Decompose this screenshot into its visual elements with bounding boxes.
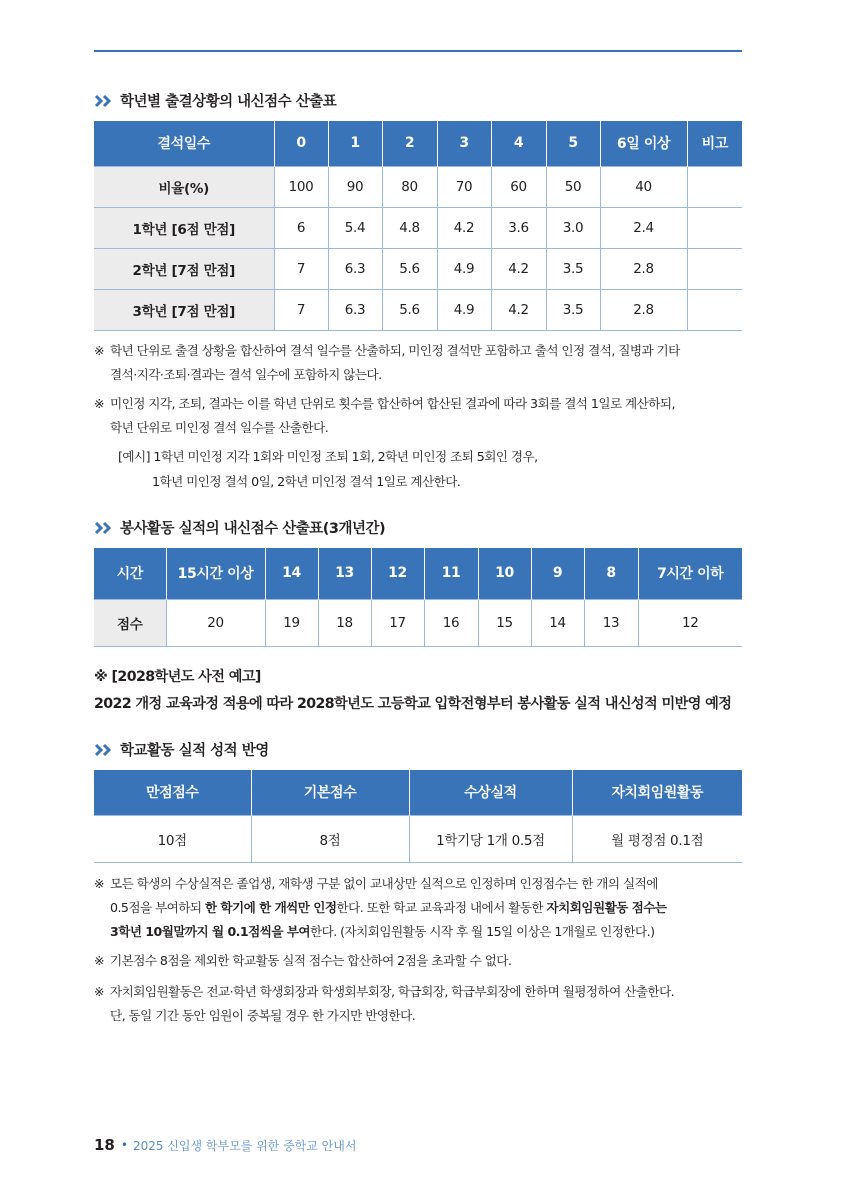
double-chevron-icon <box>94 94 116 108</box>
example-line-2: 1학년 미인정 결석 0일, 2학년 미인정 결석 1일로 계산한다. <box>152 474 461 489</box>
volunteer-table <box>94 548 742 647</box>
column-header: 2 <box>382 121 437 166</box>
table-cell: 4.2 <box>491 248 546 289</box>
table-cell: 4.8 <box>382 207 437 248</box>
notice-text: 2022 개정 교육과정 적용에 따라 2028학년도 고등학교 입학전형부터 봉사활동 실적 내신성적 미반영 예정 <box>94 696 732 712</box>
column-header: 시간 <box>94 548 166 599</box>
example-line-1: [예시] 1학년 미인정 지각 1회와 미인정 조퇴 1회, 2학년 미인정 조퇴 5회인 경우, <box>118 449 538 464</box>
column-header: 기본점수 <box>251 770 409 815</box>
table-cell: 70 <box>437 166 491 207</box>
table-cell: 80 <box>382 166 437 207</box>
table-cell: 18 <box>318 599 371 646</box>
column-header: 10 <box>478 548 531 599</box>
column-header: 13 <box>318 548 371 599</box>
row-label: 점수 <box>94 599 166 646</box>
table-cell: 20 <box>166 599 265 646</box>
table-cell: 4.2 <box>491 289 546 330</box>
table-cell: 5.4 <box>328 207 382 248</box>
volunteer-section-title: 봉사활동 실적의 내신점수 산출표(3개년간) <box>94 517 385 538</box>
table-cell: 2.4 <box>600 207 687 248</box>
table-cell: 100 <box>274 166 328 207</box>
table-header-row <box>94 548 742 599</box>
table-cell: 4.9 <box>437 248 491 289</box>
table-cell: 8점 <box>251 815 409 862</box>
table-cell: 7 <box>274 248 328 289</box>
table-cell: 19 <box>265 599 318 646</box>
remark-cell <box>687 166 742 207</box>
table-cell: 월 평정점 0.1점 <box>572 815 742 862</box>
column-header: 6일 이상 <box>600 121 687 166</box>
remark-cell <box>687 248 742 289</box>
double-chevron-icon <box>94 521 116 535</box>
school-note-1: ※ 모든 학생의 수상실적은 졸업생, 재학생 구분 없이 교내상만 실적으로 인정하며 인정점수는 한 개의 실적에 0.5점을 부여하되 한 학기에 한 개씩만 인정한다. 또한 학교 교육과정 내에서 활동한 자치회임원활동 점수는 3학년 10월말까지 월 0.1점씩을 부여한다. (자치회임원활동 시작 후 월 15일 이상은 1개월로 인정한다.) <box>94 876 667 939</box>
column-header: 수상실적 <box>409 770 572 815</box>
notice-heading: ※ [2028학년도 사전 예고] <box>94 669 261 685</box>
table-row <box>94 599 742 646</box>
table-cell: 3.6 <box>491 207 546 248</box>
row-label: 2학년 [7점 만점] <box>94 248 274 289</box>
column-header: 12 <box>371 548 424 599</box>
table-cell: 13 <box>584 599 638 646</box>
table-cell: 4.2 <box>437 207 491 248</box>
table-cell: 90 <box>328 166 382 207</box>
footer-bullet: • <box>120 1138 128 1152</box>
column-header: 만점점수 <box>94 770 251 815</box>
column-header: 자치회임원활동 <box>572 770 742 815</box>
double-chevron-icon <box>94 743 116 757</box>
table-cell: 40 <box>600 166 687 207</box>
table-cell: 4.9 <box>437 289 491 330</box>
attendance-section-title: 학년별 출결상황의 내신점수 산출표 <box>94 90 336 111</box>
table-cell: 3.5 <box>546 248 600 289</box>
school-activity-table <box>94 770 742 863</box>
table-row <box>94 289 742 330</box>
table-cell: 15 <box>478 599 531 646</box>
table-cell: 12 <box>638 599 742 646</box>
attendance-table <box>94 121 742 331</box>
table-cell: 6.3 <box>328 289 382 330</box>
remark-cell <box>687 207 742 248</box>
column-header: 결석일수 <box>94 121 274 166</box>
table-header-row <box>94 770 742 815</box>
column-header: 5 <box>546 121 600 166</box>
table-row <box>94 815 742 862</box>
table-cell: 7 <box>274 289 328 330</box>
table-cell: 1학기당 1개 0.5점 <box>409 815 572 862</box>
column-header: 비고 <box>687 121 742 166</box>
school-activity-section-title: 학교활동 실적 성적 반영 <box>94 739 269 760</box>
attendance-note-2: ※ 미인정 지각, 조퇴, 결과는 이를 학년 단위로 횟수를 합산하여 합산된 결과에 따라 3회를 결석 1일로 계산하되, 학년 단위로 미인정 결석 일수를 산출한다. <box>94 396 675 435</box>
column-header: 0 <box>274 121 328 166</box>
column-header: 1 <box>328 121 382 166</box>
row-label: 1학년 [6점 만점] <box>94 207 274 248</box>
row-label: 비율(%) <box>94 166 274 207</box>
column-header: 14 <box>265 548 318 599</box>
column-header: 4 <box>491 121 546 166</box>
top-rule <box>94 50 742 52</box>
table-cell: 2.8 <box>600 289 687 330</box>
page-footer <box>94 1136 356 1154</box>
table-cell: 50 <box>546 166 600 207</box>
table-cell: 14 <box>531 599 584 646</box>
table-row <box>94 248 742 289</box>
table-cell: 5.6 <box>382 289 437 330</box>
column-header: 3 <box>437 121 491 166</box>
table-cell: 10점 <box>94 815 251 862</box>
table-row <box>94 207 742 248</box>
page-number: 18 <box>94 1136 115 1154</box>
attendance-note-1: ※ 학년 단위로 출결 상황을 합산하여 결석 일수를 산출하되, 미인정 결석만 포함하고 출석 인정 결석, 질병과 기타 결석·지각·조퇴·결과는 결석 일수에 포함하지 않는다. <box>94 343 680 382</box>
school-note-2: ※ 기본점수 8점을 제외한 학교활동 실적 점수는 합산하여 2점을 초과할 수 없다. <box>94 953 512 968</box>
table-cell: 60 <box>491 166 546 207</box>
table-row <box>94 166 742 207</box>
column-header: 9 <box>531 548 584 599</box>
table-cell: 16 <box>424 599 478 646</box>
row-label: 3학년 [7점 만점] <box>94 289 274 330</box>
table-cell: 3.0 <box>546 207 600 248</box>
table-cell: 17 <box>371 599 424 646</box>
table-cell: 2.8 <box>600 248 687 289</box>
table-cell: 3.5 <box>546 289 600 330</box>
column-header: 11 <box>424 548 478 599</box>
remark-cell <box>687 289 742 330</box>
column-header: 8 <box>584 548 638 599</box>
table-cell: 6.3 <box>328 248 382 289</box>
table-cell: 6 <box>274 207 328 248</box>
column-header: 15시간 이상 <box>166 548 265 599</box>
school-note-3: ※ 자치회임원활동은 전교·학년 학생회장과 학생회부회장, 학급회장, 학급부회장에 한하며 월평정하여 산출한다. 단, 동일 기간 동안 임원이 중복될 경우 한 가지만 반영한다. <box>94 984 675 1023</box>
footer-title: 2025 신입생 학부모를 위한 중학교 안내서 <box>132 1138 357 1153</box>
column-header: 7시간 이하 <box>638 548 742 599</box>
table-header-row <box>94 121 742 166</box>
table-cell: 5.6 <box>382 248 437 289</box>
